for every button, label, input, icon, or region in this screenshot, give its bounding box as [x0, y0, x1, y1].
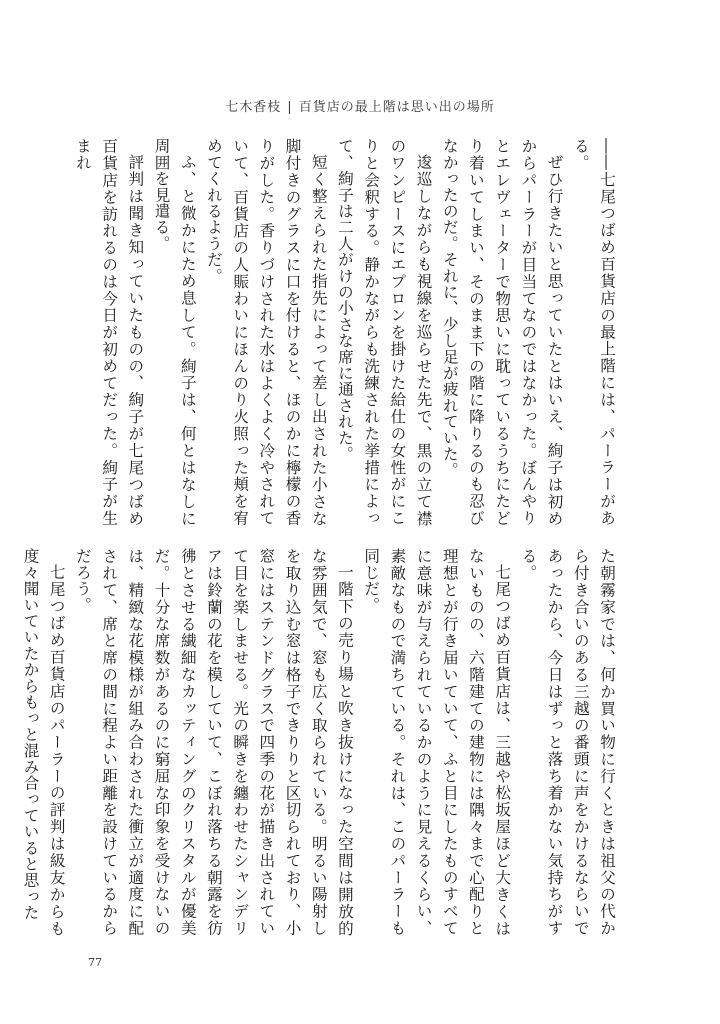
- paragraph: ふ、と微かにため息して。絢子は、何とはなしに周囲を見遣る。: [152, 138, 197, 526]
- paragraph: ぜひ行きたいと思っていたとはいえ、絢子は初めからパーラーが目当てなのではなかった。ぼんやりとエレヴェーターで物思いに耽っているうちにたどり着いてしまい、そのまま下の階に降りるのも忍びなかったのだ。それに、少し足が疲れていた。: [440, 138, 564, 526]
- header-author: 七木香枝: [225, 100, 282, 115]
- paragraph: 評判は聞き知っていたものの、絢子が七尾つばめ百貨店を訪れるのは今日が初めてだった。絢子が生まれ: [73, 138, 145, 526]
- paragraph: 短く整えられた指先によって差し出された小さな脚付きのグラスに口を付けると、ほのかに檸檬の香りがした。香りづけされた水はよくよく冷やされていて、百貨店の人賑わいにほんのり火照った頬を宥めてくれるようだ。: [204, 138, 328, 526]
- lower-text-block: [21, 548, 620, 936]
- page-number: 77: [88, 956, 102, 969]
- running-header: [0, 96, 720, 115]
- paragraph: 七尾つばめ百貨店は、三越や松坂屋ほど大きくはないものの、六階建ての建物には隅々まで心配りと理想とが行き届いていて、ふと目にしたものすべてに意味が与えられているかのように見えるくらい、素敵なもので満ちている。それは、このパーラーも同じだ。: [362, 548, 512, 936]
- paragraph: た朝霧家では、何か買い物に行くときは祖父の代から付き合いのある三越の番頭に声をかけるならいであったから、今日はずっと落ち着かない気持ちがする。: [519, 548, 616, 936]
- header-title: 百貨店の最上階は思い出の場所: [298, 100, 495, 115]
- header-separator: |: [287, 100, 293, 115]
- paragraph: 逡巡しながらも視線を巡らせた先で、黒の立て襟のワンピースにエプロンを掛けた給仕の女性がにこりと会釈する。静かながらも洗練された挙措によって、絢子は二人がけの小さな席に通された。: [335, 138, 433, 526]
- paragraph: 七尾つばめ百貨店のパーラーの評判は級友からも度々聞いていたからもっと混み合っていると思った: [21, 548, 66, 936]
- upper-text-block: [73, 138, 620, 526]
- paragraph: 一階下の売り場と吹き抜けになった空間は開放的な雰囲気で、窓も広く取られている。明るい陽射しを取り込む窓は格子できりりと区切られており、小窓にはステンドグラスで四季の花が描き出されていて目を楽しませる。光の瞬きを纏わせたシャンデリアは鈴蘭の花を模していて、こぼれ落ちる朝露を彷彿とさせる繊細なカッティングのクリスタルが優美だ。十分な席数があるのに窮屈な印象を受けないのは、精緻な花模様が組み合わされた衝立が適度に配されて、席と席の間に程よい距離を設けているからだろう。: [73, 548, 354, 936]
- paragraph: ――七尾つばめ百貨店の最上階には、パーラーがある。: [571, 138, 616, 526]
